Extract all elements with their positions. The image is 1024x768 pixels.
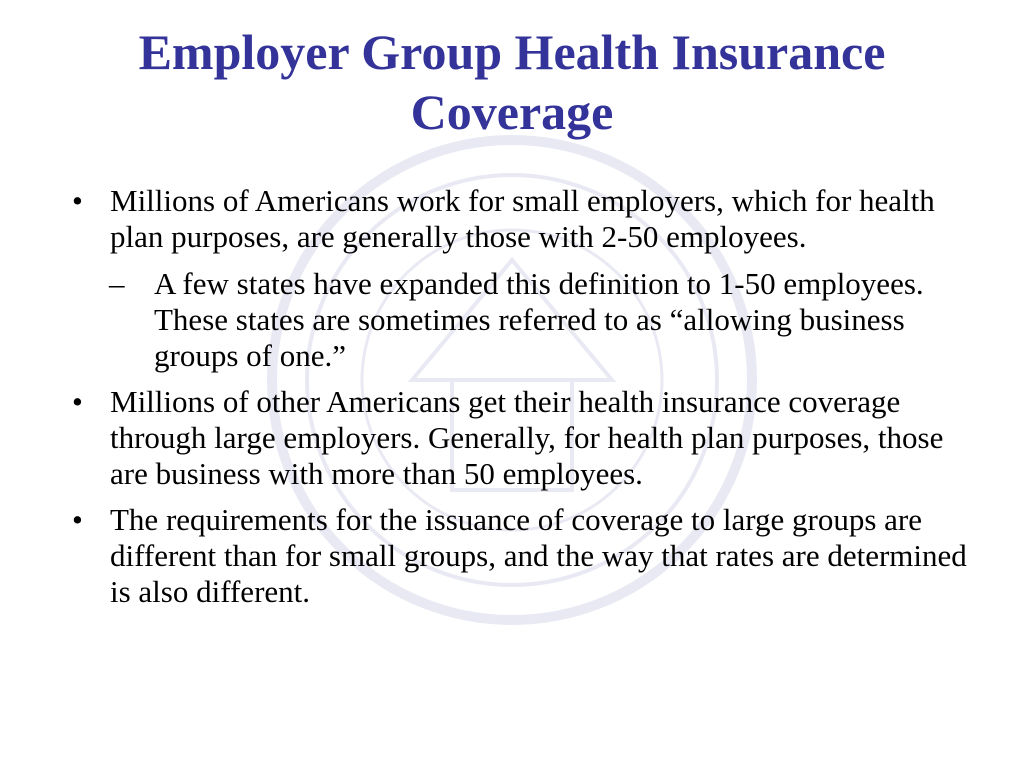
bullet-text: The requirements for the issuance of coverage to large groups are different than for small groups, and the way that rates are determined is also different. xyxy=(110,502,967,609)
sub-bullet-item-1 xyxy=(72,266,972,374)
slide-title xyxy=(0,22,1024,142)
slide-title-line-1: Employer Group Health Insurance xyxy=(138,24,886,80)
bullet-marker: • xyxy=(72,384,83,419)
sub-bullet-marker: – xyxy=(109,266,125,301)
bullet-list xyxy=(72,183,972,620)
bullet-marker: • xyxy=(72,502,83,537)
sub-bullet-text: A few states have expanded this definition to 1-50 employees. These states are sometimes referred to as “allowing business groups of one.” xyxy=(154,266,924,373)
bullet-text: Millions of Americans work for small employers, which for health plan purposes, are generally those with 2-50 employees. xyxy=(110,183,935,254)
bullet-item-1 xyxy=(72,183,972,255)
bullet-item-2 xyxy=(72,384,972,492)
bullet-marker: • xyxy=(72,183,83,218)
slide-title-line-2: Coverage xyxy=(410,84,614,140)
bullet-item-3 xyxy=(72,502,972,610)
bullet-text: Millions of other Americans get their health insurance coverage through large employers. Generally, for health plan purposes, those are business with more than 50 employees. xyxy=(110,384,944,491)
